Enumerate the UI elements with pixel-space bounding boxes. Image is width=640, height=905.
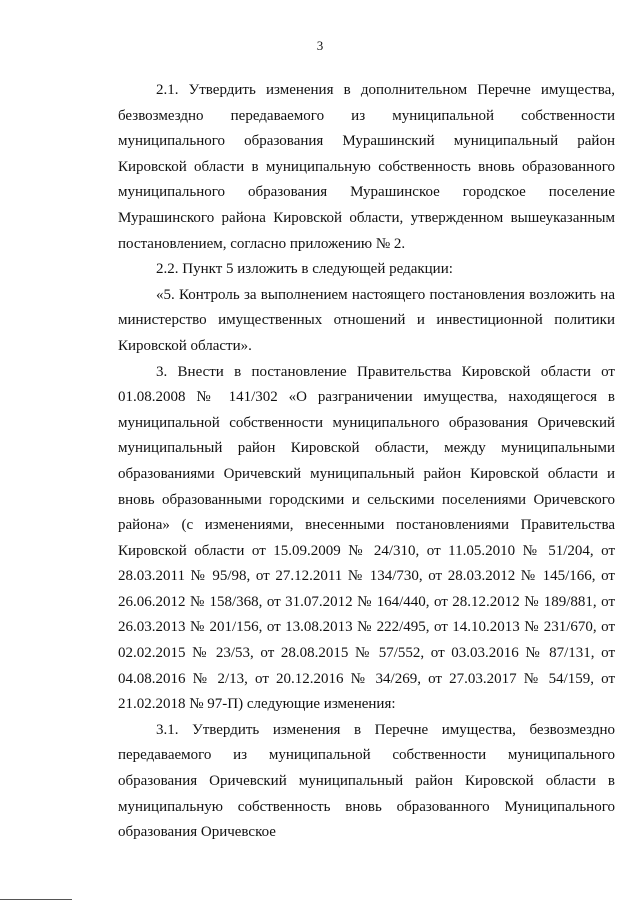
paragraph-3-1: 3.1. Утвердить изменения в Перечне имущества, безвозмездно передаваемого из муниципальной собственности муниципального образования Оричевский муниципальный район Кировской области в муниципальную собственность вновь образованного Муниципального образования Оричевское [118,721,615,841]
footer-rule [0,899,72,900]
paragraph-2-2: 2.2. Пункт 5 изложить в следующей редакции: [156,261,453,278]
page-number: 3 [316,38,324,53]
paragraph-2-1: 2.1. Утвердить изменения в дополнительном Перечне имущества, безвозмездно передаваемого из муниципальной собственности муниципального образования Мурашинский муниципальный район Кировской области в муниципальную собственность вновь образованного муниципального образования Мурашинское городское поселение Мурашинского района Кировской области, утвержденном вышеуказанным постановлением, согласно приложению № 2. [118,82,615,252]
paragraph-3: 3. Внести в постановление Правительства Кировской области от 01.08.2008 № 141/302 «О разграничении имущества, находящегося в муниципальной собственности муниципального образования Оричевский муниципальный район Кировской области, между муниципальными образованиями Оричевский муниципальный район Кировской области и вновь образованными городскими и сельскими поселениями Оричевского района» (с изменениями, внесенными постановлениями Правительства Кировской области от 15.09.2009 № 24/310, от 11.05.2010 № 51/204, от 28.03.2011 № 95/98, от 27.12.2011 № 134/730, от 28.03.2012 № 145/166, от 26.06.2012 № 158/368, от 31.07.2012 № 164/440, от 28.12.2012 № 189/881, от 26.03.2013 № 201/156, от 13.08.2013 № 222/495, от 14.10.2013 № 231/670, от 02.02.2015 № 23/53, от 28.08.2015 № 57/552, от 03.03.2016 № 87/131, от 04.08.2016 № 2/13, от 20.12.2016 № 34/269, от 27.03.2017 № 54/159, от 21.02.2018 № 97-П) следующие изменения: [118,363,615,713]
paragraph-quote-5: «5. Контроль за выполнением настоящего постановления возложить на министерство имущественных отношений и инвестиционной политики Кировской области». [118,286,615,354]
document-body [118,78,615,846]
